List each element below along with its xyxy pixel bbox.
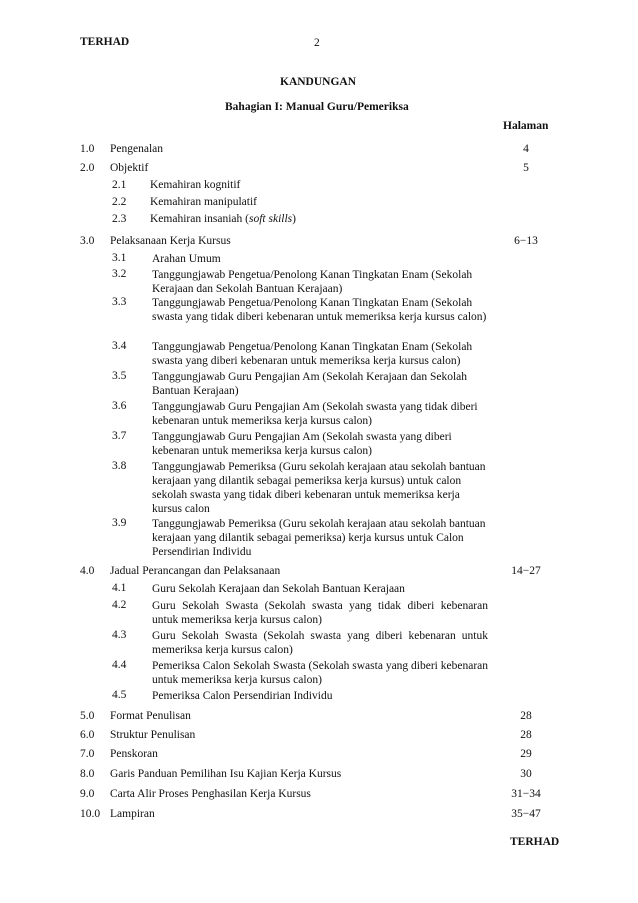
section-page: 30 [520,768,532,780]
subitem-text: Arahan Umum [152,253,221,265]
subitem-number: 2.2 [112,196,127,208]
section-page: 29 [520,748,532,760]
subitem-text: Tanggungjawab Pemeriksa (Guru sekolah kerajaan atau sekolah bantuan kerajaan yang dilantik sebagai pemeriksa) kerja kursus untuk Calon Persendirian Individu [152,518,486,558]
section-page: 4 [523,143,529,155]
subitem-text: Guru Sekolah Kerajaan dan Sekolah Bantuan Kerajaan [152,583,405,595]
section-number: 7.0 [80,748,95,760]
subitem-number: 3.9 [112,517,127,529]
header-classification-label: TERHAD [80,36,130,48]
subitem-number: 2.1 [112,179,127,191]
subitem-number: 3.8 [112,460,127,472]
section-title: Pengenalan [110,143,164,155]
subitem-text: Tanggungjawab Pengetua/Penolong Kanan Tingkatan Enam (Sekolah Kerajaan dan Sekolah Bantuan Kerajaan) [152,269,473,295]
section-title: Carta Alir Proses Penghasilan Kerja Kursus [110,788,311,800]
section-number: 8.0 [80,768,95,780]
footer-classification-label: TERHAD [510,836,560,848]
subitem-text: Tanggungjawab Guru Pengajian Am (Sekolah Kerajaan dan Sekolah Bantuan Kerajaan) [152,371,468,397]
section-number: 3.0 [80,235,95,247]
section-page: 28 [520,710,532,722]
subitem-text: Kemahiran manipulatif [150,196,257,208]
section-number: 9.0 [80,788,95,800]
subitem-text: Tanggungjawab Guru Pengajian Am (Sekolah swasta yang diberi kebenaran untuk memeriksa kerja kursus calon) [152,431,452,457]
section-number: 6.0 [80,729,95,741]
subitem-number: 4.5 [112,689,127,701]
subitem-text: Tanggungjawab Guru Pengajian Am (Sekolah swasta yang tidak diberi kebenaran untuk memeriksa kerja kursus calon) [152,401,478,427]
subitem-text: Pemeriksa Calon Sekolah Swasta (Sekolah swasta yang diberi kebenaran untuk memeriksa kerja kursus calon) [152,660,488,686]
section-page: 28 [520,729,532,741]
subitem-text: Pemeriksa Calon Persendirian Individu [152,690,333,702]
subitem-text: Guru Sekolah Swasta (Sekolah swasta yang tidak diberi kebenaran untuk memeriksa kerja kursus calon) [152,600,488,626]
section-title: Penskoran [110,748,158,760]
section-page: 35−47 [511,808,541,820]
subitem-number: 2.3 [112,213,127,225]
section-page: 6−13 [514,235,538,247]
subitem-number: 3.1 [112,252,127,264]
subitem-number: 3.6 [112,400,127,412]
subitem-number: 4.4 [112,659,127,671]
section-number: 5.0 [80,710,95,722]
subitem-number: 4.2 [112,599,127,611]
section-page: 5 [523,162,529,174]
section-number: 1.0 [80,143,95,155]
page-column-header: Halaman [503,120,549,132]
subitem-text-italic: soft skills [249,213,293,225]
section-number: 2.0 [80,162,95,174]
section-title: Garis Panduan Pemilihan Isu Kajian Kerja Kursus [110,768,342,780]
subitem-text: Kemahiran kognitif [150,179,241,191]
page-number: 2 [314,37,320,49]
section-title: Lampiran [110,808,155,820]
subitem-text: Tanggungjawab Pengetua/Penolong Kanan Tingkatan Enam (Sekolah swasta yang tidak diberi kebenaran untuk memeriksa kerja kursus calon) [152,297,487,323]
subitem-number: 3.7 [112,430,127,442]
section-title: Struktur Penulisan [110,729,196,741]
section-page: 31−34 [511,788,541,800]
section-title: Format Penulisan [110,710,191,722]
subitem-text [150,213,296,225]
section-page: 14−27 [511,565,541,577]
section-title: Objektif [110,162,149,174]
subitem-text-before: Kemahiran insaniah ( [150,213,249,225]
subitem-number: 3.3 [112,296,127,308]
page-subtitle: Bahagian I: Manual Guru/Pemeriksa [225,101,409,113]
subitem-text: Tanggungjawab Pengetua/Penolong Kanan Tingkatan Enam (Sekolah swasta yang diberi kebenaran untuk memeriksa kerja kursus calon) [152,341,473,367]
subitem-text-after: ) [292,213,296,225]
subitem-number: 3.2 [112,268,127,280]
subitem-number: 4.1 [112,582,127,594]
section-title: Pelaksanaan Kerja Kursus [110,235,231,247]
subitem-text: Guru Sekolah Swasta (Sekolah swasta yang diberi kebenaran untuk memeriksa kerja kursus calon) [152,630,488,656]
subitem-number: 4.3 [112,629,127,641]
section-number: 4.0 [80,565,95,577]
section-number: 10.0 [80,808,101,820]
page-title: KANDUNGAN [280,76,357,88]
section-title: Jadual Perancangan dan Pelaksanaan [110,565,281,577]
subitem-number: 3.5 [112,370,127,382]
subitem-text: Tanggungjawab Pemeriksa (Guru sekolah kerajaan atau sekolah bantuan kerajaan yang dilantik sebagai pemeriksa kerja kursus) untuk calon sekolah swasta yang tidak diberi kebenaran untuk memeriksa kerja kursus calon [152,461,486,515]
subitem-number: 3.4 [112,340,127,352]
